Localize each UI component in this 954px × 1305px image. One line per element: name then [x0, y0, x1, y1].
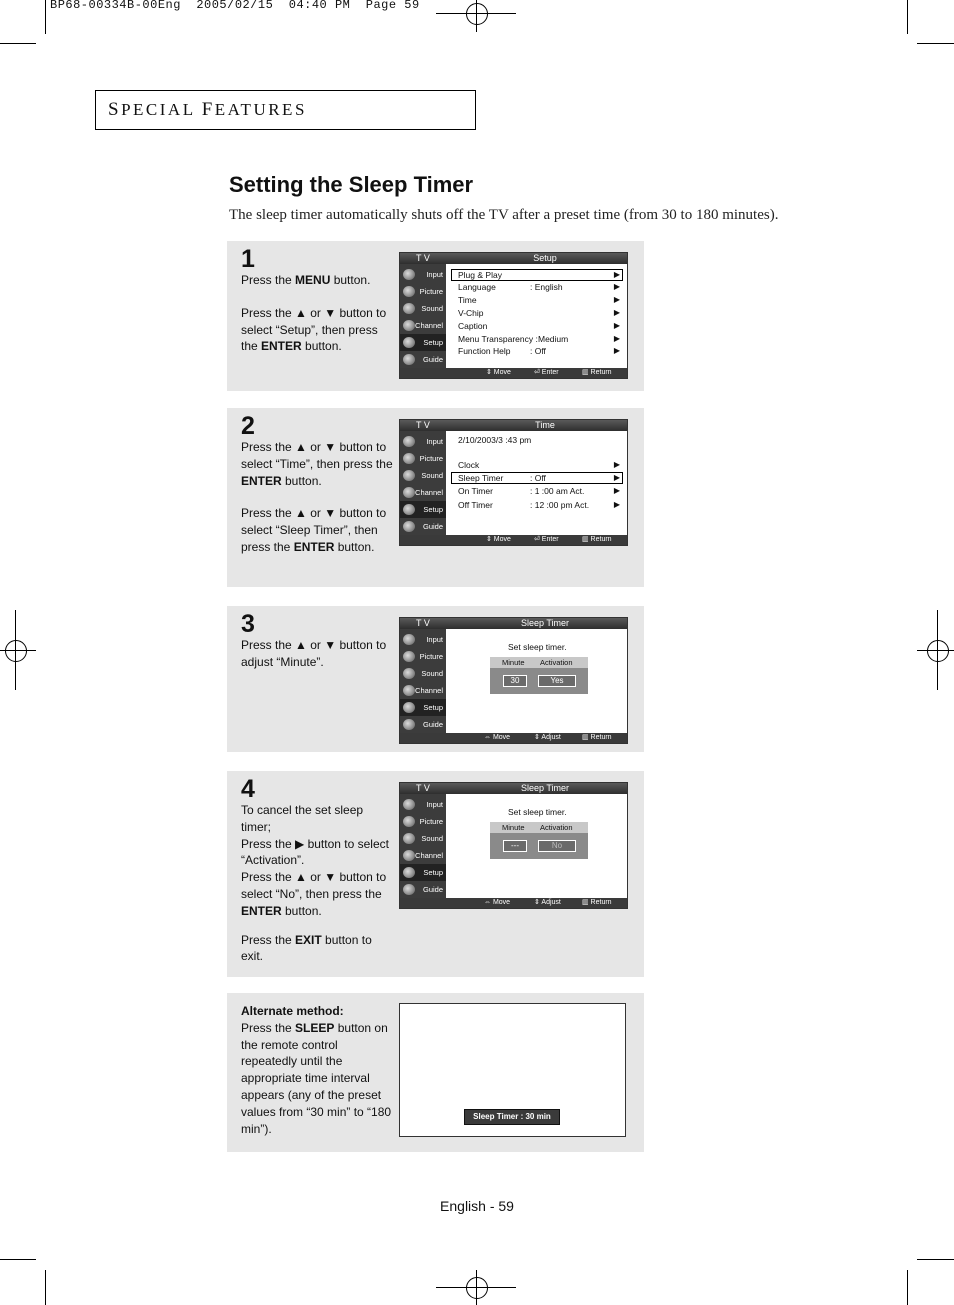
crop-mark: [917, 43, 954, 44]
tv-footer: ⇕ Move ⏎ Enter ▥ Return: [400, 368, 627, 378]
setup-icon: [403, 867, 415, 878]
guide-icon: [403, 884, 415, 895]
guide-icon: [403, 719, 415, 730]
tv-title-bar: T V Sleep Timer: [400, 783, 627, 794]
sleep-timer-osd: Sleep Timer : 30 min: [464, 1109, 560, 1125]
sound-icon: [403, 668, 415, 679]
tv-title-bar: T V Time: [400, 420, 627, 431]
tv-screen-sleep-cancel: [399, 782, 628, 909]
input-icon: [403, 634, 415, 645]
step-instructions: Press the MENU button. Press the ▲ or ▼ button to select “Setup”, then press the ENTER button.: [241, 273, 387, 354]
setup-icon: [403, 702, 415, 713]
tv-footer: ⇔ Move ⇕ Adjust ▥ Return: [400, 733, 627, 743]
step-panel-2: [227, 408, 644, 587]
tv-title-bar: T V Setup: [400, 253, 627, 264]
alternate-instructions: Alternate method: Press the SLEEP button on the remote control repeatedly until the appropriate time interval appears (any of the preset values from “30 min” to “180 min”).: [241, 1004, 392, 1136]
tv-sidebar: Input Picture Sound Channel Setup Guide: [400, 264, 446, 368]
registration-mark: [466, 1277, 488, 1299]
activation-value: Yes: [538, 675, 576, 687]
crop-mark: [907, 0, 908, 34]
picture-icon: [403, 453, 415, 464]
input-icon: [403, 799, 415, 810]
sleep-prompt: Set sleep timer.: [508, 642, 567, 652]
guide-icon: [403, 354, 415, 365]
page-footer: English - 59: [440, 1198, 514, 1214]
tv-title-bar: T V Sleep Timer: [400, 618, 627, 629]
step-number: 2: [241, 412, 255, 440]
setup-icon: [403, 504, 415, 515]
page-title: Setting the Sleep Timer: [229, 172, 474, 197]
sound-icon: [403, 470, 415, 481]
setup-icon: [403, 337, 415, 348]
channel-icon: [403, 850, 415, 861]
picture-icon: [403, 651, 415, 662]
picture-icon: [403, 816, 415, 827]
channel-icon: [403, 320, 415, 331]
step-number: 4: [241, 775, 255, 803]
tv-footer: ⇔ Move ⇕ Adjust ▥ Return: [400, 898, 627, 908]
registration-mark: [927, 640, 949, 662]
tv-sidebar: Input Picture Sound Channel Setup Guide: [400, 431, 446, 535]
step-instructions: Press the ▲ or ▼ button to adjust “Minute”.: [241, 638, 387, 669]
minute-value: 30: [503, 675, 527, 687]
registration-mark: [5, 640, 27, 662]
sleep-timer-box: Minute Activation --- No: [490, 822, 588, 859]
tv-sidebar: Input Picture Sound Channel Setup Guide: [400, 629, 446, 733]
picture-icon: [403, 286, 415, 297]
input-icon: [403, 436, 415, 447]
sound-icon: [403, 833, 415, 844]
crop-mark: [45, 1270, 46, 1305]
crop-mark: [45, 0, 46, 34]
step-panel-1: [227, 241, 644, 391]
tv-screen-setup: T V Setup Input Picture Sound Channel Setup Guide Plug & Play ▶ Language : English ▶ Time ▶ V-Chip ▶ Caption ▶ Menu Transparency : Medium ▶ Function Help : Off ▶ ⇕ Move ⏎ Enter ▥ Return: [399, 252, 628, 379]
crop-mark: [0, 43, 36, 44]
crop-mark: [917, 1259, 954, 1260]
input-icon: [403, 269, 415, 280]
section-title: SPECIAL FEATURES: [108, 99, 307, 120]
tv-screen-osd: [399, 1003, 626, 1137]
guide-icon: [403, 521, 415, 532]
tv-screen-time: T V Time Input Picture Sound Channel Setup Guide 2/10/2003/3 :43 pm Clock ▶ Sleep Timer : Off ▶ On Timer : 1 :00 am Act. ▶ Off Timer : 12 :00 pm Act. ▶ ⇕ Move ⏎ Enter ▥ Return: [399, 419, 628, 546]
registration-mark: [466, 3, 488, 25]
intro-text: The sleep timer automatically shuts off the TV after a preset time (from 30 to 180 minutes).: [229, 207, 779, 223]
tv-screen-sleep-timer: [399, 617, 628, 744]
sleep-timer-box: Minute Activation 30 Yes: [490, 657, 588, 694]
print-header: BP68-00334B-00Eng 2005/02/15 04:40 PM Page 59: [50, 0, 420, 12]
channel-icon: [403, 685, 415, 696]
step-panel-4: [227, 771, 644, 977]
step-panel-3: [227, 606, 644, 752]
crop-mark: [907, 1270, 908, 1305]
crop-mark: [0, 1259, 36, 1260]
sound-icon: [403, 303, 415, 314]
alternate-method-panel: [227, 993, 644, 1152]
tv-sidebar: Input Picture Sound Channel Setup Guide: [400, 794, 446, 898]
step-number: 3: [241, 610, 255, 638]
step-number: 1: [241, 245, 255, 273]
tv-footer: ⇕ Move ⏎ Enter ▥ Return: [400, 535, 627, 545]
step-instructions: To cancel the set sleep timer; Press the ▶ button to select “Activation”. Press the ▲ or ▼ button to select “No”, then press the ENTER button. Press the EXIT button to exit.: [241, 803, 389, 964]
minute-value: ---: [503, 840, 527, 852]
channel-icon: [403, 487, 415, 498]
activation-value: No: [538, 840, 576, 852]
step-instructions: Press the ▲ or ▼ button to select “Time”, then press the ENTER button. Press the ▲ or ▼ button to select “Sleep Timer”, then press the ENTER button.: [241, 440, 393, 554]
sleep-prompt: Set sleep timer.: [508, 807, 567, 817]
